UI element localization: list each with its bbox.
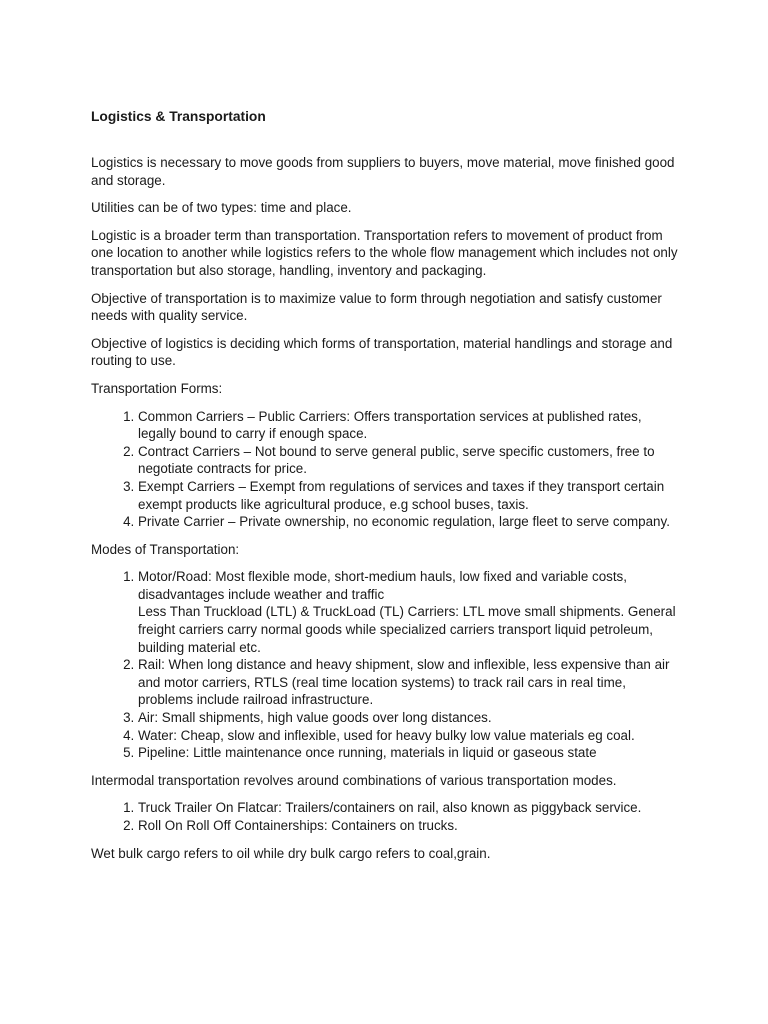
mode-extra-description: Less Than Truckload (LTL) & TruckLoad (TL) Carriers: LTL move small shipments. General freight carriers carry normal goods while specialized carriers transport liquid petroleum, building material etc. (138, 604, 676, 655)
paragraph-transportation-objective: Objective of transportation is to maximize value to form through negotiation and satisfy customer needs with quality service. (91, 290, 662, 324)
paragraph-utilities: Utilities can be of two types: time and place. (91, 200, 352, 216)
paragraph-logistic-vs-transportation: Logistic is a broader term than transportation. Transportation refers to movement of product from one location to another while logistics refers to the whole flow management which includes not only transportation but also storage, handling, inventory and packaging. (91, 227, 678, 278)
list-item: 1. Common Carriers – Public Carriers: Offers transportation services at published rates, legally bound to carry if enough space. (138, 408, 681, 443)
list-item (138, 727, 681, 745)
list-item: 2. Contract Carriers – Not bound to serve general public, serve specific customers, free to negotiate contracts for price. (138, 443, 681, 478)
list-item (138, 709, 681, 727)
list-item: 4. Private Carrier – Private ownership, no economic regulation, large fleet to serve company. (138, 513, 681, 531)
transportation-forms-list (91, 408, 681, 531)
mode-description: 1. Motor/Road: Most flexible mode, short-medium hauls, low fixed and variable costs, disadvantages include weather and traffic (138, 569, 627, 602)
list-item: 1. Truck Trailer On Flatcar: Trailers/containers on rail, also known as piggyback service. (138, 799, 681, 817)
list-item (138, 656, 681, 709)
paragraph-logistics-purpose: Logistics is necessary to move goods from suppliers to buyers, move material, move finished good and storage. (91, 155, 675, 188)
intermodal-paragraph: Intermodal transportation revolves around combinations of various transportation modes. (91, 772, 617, 788)
closing-paragraph: Wet bulk cargo refers to oil while dry bulk cargo refers to coal,grain. (91, 845, 491, 861)
mode-description: 2. Rail: When long distance and heavy shipment, slow and inflexible, less expensive than air and motor carriers, RTLS (real time location systems) to track rail cars in real time, problems include railroad infrastructure. (138, 657, 670, 708)
modes-list (91, 568, 681, 762)
mode-description: 4. Water: Cheap, slow and inflexible, used for heavy bulky low value materials eg coal. (138, 727, 635, 743)
list-item (138, 744, 681, 762)
modes-heading: Modes of Transportation: (91, 541, 240, 557)
intermodal-list (91, 799, 681, 834)
mode-description: 5. Pipeline: Little maintenance once running, materials in liquid or gaseous state (138, 745, 597, 761)
paragraph-logistics-objective: Objective of logistics is deciding which forms of transportation, material handlings and storage and routing to use. (91, 335, 673, 369)
list-item: 2. Roll On Roll Off Containerships: Containers on trucks. (138, 817, 681, 835)
list-item: 3. Exempt Carriers – Exempt from regulations of services and taxes if they transport certain exempt products like agricultural produce, e.g school buses, taxis. (138, 478, 681, 513)
mode-description: 3. Air: Small shipments, high value goods over long distances. (138, 710, 492, 726)
transportation-forms-heading: Transportation Forms: (91, 380, 223, 396)
document-title: Logistics & Transportation (91, 109, 266, 124)
list-item (138, 568, 681, 656)
document-page (91, 108, 681, 872)
